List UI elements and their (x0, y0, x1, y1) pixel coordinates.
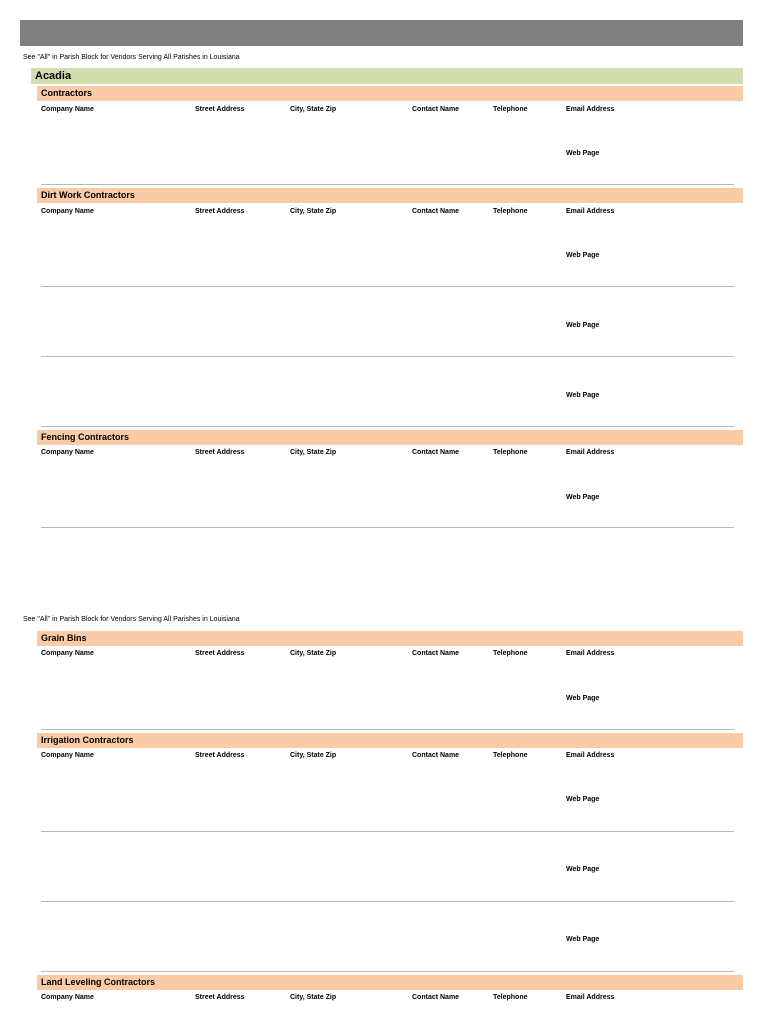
row-divider (41, 426, 734, 427)
category-title: Irrigation Contractors (41, 735, 134, 745)
col-telephone: Telephone (493, 650, 528, 657)
col-street: Street Address (195, 106, 245, 113)
col-contact: Contact Name (412, 994, 460, 1001)
column-header-row (0, 994, 768, 1004)
category-title: Land Leveling Contractors (41, 977, 156, 987)
col-email: Email Address (566, 994, 615, 1001)
category-title: Dirt Work Contractors (41, 190, 135, 200)
col-company: Company Name (41, 449, 94, 456)
column-header-row (0, 208, 768, 218)
category-header (37, 975, 743, 990)
parish-name: Acadia (35, 70, 72, 82)
row-divider (41, 184, 734, 185)
col-email: Email Address (566, 208, 615, 215)
col-city: City, State Zip (290, 208, 337, 215)
top-banner (20, 20, 743, 46)
row-divider (41, 901, 734, 902)
col-contact: Contact Name (412, 106, 460, 113)
col-telephone: Telephone (493, 208, 528, 215)
col-email: Email Address (566, 449, 615, 456)
web-page-label: Web Page (566, 392, 600, 399)
col-city: City, State Zip (290, 752, 337, 759)
column-header-row (0, 106, 768, 116)
column-header-row (0, 752, 768, 762)
col-company: Company Name (41, 208, 94, 215)
col-telephone: Telephone (493, 106, 528, 113)
row-divider (41, 831, 734, 832)
col-city: City, State Zip (290, 106, 337, 113)
column-header-row (0, 449, 768, 459)
category-header (37, 430, 743, 445)
row-divider (41, 527, 734, 528)
col-street: Street Address (195, 650, 245, 657)
col-contact: Contact Name (412, 650, 460, 657)
category-header (37, 733, 743, 748)
all-parishes-note: See "All" in Parish Block for Vendors Serving All Parishes in Louisiana (23, 616, 240, 623)
col-city: City, State Zip (290, 449, 337, 456)
web-page-label: Web Page (566, 252, 600, 259)
col-email: Email Address (566, 752, 615, 759)
all-parishes-note: See "All" in Parish Block for Vendors Serving All Parishes in Louisiana (23, 54, 240, 61)
web-page-label: Web Page (566, 494, 600, 501)
web-page-label: Web Page (566, 796, 600, 803)
row-divider (41, 286, 734, 287)
col-company: Company Name (41, 752, 94, 759)
category-title: Contractors (41, 88, 93, 98)
category-header (37, 631, 743, 646)
col-street: Street Address (195, 449, 245, 456)
row-divider (41, 356, 734, 357)
category-title: Fencing Contractors (41, 432, 130, 442)
web-page-label: Web Page (566, 150, 600, 157)
col-contact: Contact Name (412, 752, 460, 759)
col-street: Street Address (195, 208, 245, 215)
web-page-label: Web Page (566, 936, 600, 943)
col-telephone: Telephone (493, 994, 528, 1001)
col-contact: Contact Name (412, 449, 460, 456)
col-city: City, State Zip (290, 650, 337, 657)
col-email: Email Address (566, 106, 615, 113)
web-page-label: Web Page (566, 866, 600, 873)
category-header (37, 86, 743, 101)
web-page-label: Web Page (566, 322, 600, 329)
col-telephone: Telephone (493, 752, 528, 759)
col-contact: Contact Name (412, 208, 460, 215)
col-email: Email Address (566, 650, 615, 657)
col-company: Company Name (41, 650, 94, 657)
col-street: Street Address (195, 752, 245, 759)
col-company: Company Name (41, 106, 94, 113)
row-divider (41, 971, 734, 972)
parish-header (31, 68, 743, 84)
row-divider (41, 729, 734, 730)
category-title: Grain Bins (41, 633, 87, 643)
col-street: Street Address (195, 994, 245, 1001)
col-telephone: Telephone (493, 449, 528, 456)
category-header (37, 188, 743, 203)
column-header-row (0, 650, 768, 660)
web-page-label: Web Page (566, 695, 600, 702)
col-city: City, State Zip (290, 994, 337, 1001)
col-company: Company Name (41, 994, 94, 1001)
